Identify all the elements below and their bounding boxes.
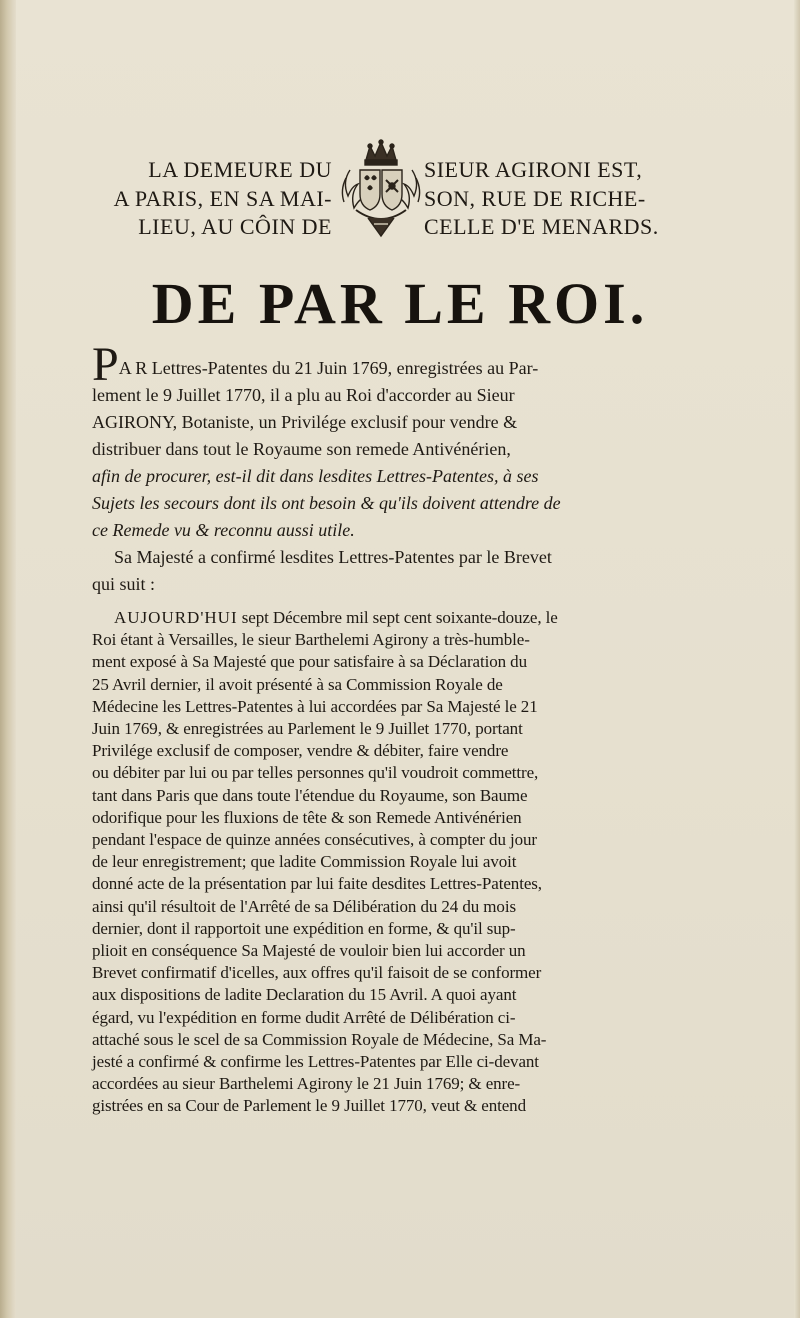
brevet-line-19: égard, vu l'expédition en forme dudit Arrêté de Délibération ci- (92, 1007, 516, 1027)
intro-line-9: qui suit : (92, 574, 156, 594)
brevet-line-18: aux dispositions de ladite Declaration du 15 Avril. A quoi ayant (92, 985, 517, 1005)
brevet-line-20: attaché sous le scel de sa Commission Royale de Médecine, Sa Ma- (92, 1029, 547, 1049)
brevet-first-word: AUJOURD'HUI (114, 608, 238, 627)
brevet-line-5: Médecine les Lettres-Patentes à lui accordées par Sa Majesté le 21 (92, 696, 538, 716)
address-right-line-1: SIEUR AGIRONI EST, (424, 157, 643, 182)
address-left-line-2: A PARIS, EN SA MAI- (113, 185, 332, 211)
brevet-line-3: ment exposé à Sa Majesté que pour satisfaire à sa Déclaration du (92, 652, 527, 672)
brevet-line-23: gistrées en sa Cour de Parlement le 9 Juillet 1770, veut & entend (92, 1096, 526, 1116)
brevet-line-9: tant dans Paris que dans toute l'étendue du Royaume, son Baume (92, 785, 528, 805)
intro-line-6: Sujets les secours dont ils ont besoin & qu'ils doivent attendre de (92, 493, 561, 513)
address-left-line-1: LA DEMEURE DU (148, 157, 332, 182)
brevet-line-21: jesté a confirmé & confirme les Lettres-Patentes par Elle ci-devant (92, 1052, 539, 1072)
intro-line-8: Sa Majesté a confirmé lesdites Lettres-Patentes par le Brevet (114, 547, 552, 567)
address-right-column (424, 156, 684, 242)
address-right-line-2: SON, RUE DE RICHE- (424, 185, 646, 211)
brevet-line-16: plioit en conséquence Sa Majesté de vouloir bien lui accorder un (92, 941, 526, 961)
intro-line-1 (92, 338, 688, 391)
intro-line-5: afin de procurer, est-il dit dans lesdites Lettres-Patentes, à ses (92, 466, 539, 486)
intro-line-2: lement le 9 Juillet 1770, il a plu au Roi d'accorder au Sieur (92, 385, 515, 405)
brevet-line-1 (92, 607, 692, 629)
brevet-line-13: donné acte de la présentation par lui faite desdites Lettres-Patentes, (92, 874, 542, 894)
brevet-line-8: ou débiter par lui ou par telles personnes qu'il voudroit commettre, (92, 763, 539, 783)
brevet-line-10: odorifique pour les fluxions de tête & son Remede Antivénérien (92, 807, 522, 827)
page-right-edge (794, 0, 800, 1318)
brevet-line-4: 25 Avril dernier, il avoit présenté à sa Commission Royale de (92, 674, 503, 694)
brevet-line-2: Roi étant à Versailles, le sieur Barthelemi Agirony a très-humble- (92, 630, 530, 650)
brevet-line-6: Juin 1769, & enregistrées au Parlement le 9 Juillet 1770, portant (92, 719, 523, 739)
intro-line-3: AGIRONY, Botaniste, un Privilége exclusif pour vendre & (92, 412, 518, 432)
page-title: DE PAR LE ROI. (151, 271, 649, 336)
intro-paragraph (92, 338, 688, 598)
drop-cap: P (92, 338, 119, 391)
brevet-line-22: accordées au sieur Barthelemi Agirony le 21 Juin 1769; & enre- (92, 1074, 521, 1094)
brevet-line-12: de leur enregistrement; que ladite Commission Royale lui avoit (92, 852, 517, 872)
brevet-line-1-text: sept Décembre mil sept cent soixante-douze, le (241, 608, 558, 627)
brevet-line-11: pendant l'espace de quinze années consécutives, à compter du jour (92, 830, 537, 850)
address-left-line-3: LIEU, AU CÔIN DE (138, 214, 332, 239)
brevet-line-15: dernier, dont il rapportoit une expédition en forme, & qu'il sup- (92, 918, 516, 938)
page-binding-edge (0, 0, 16, 1318)
intro-line-7: ce Remede vu & reconnu aussi utile. (92, 520, 355, 540)
intro-line-1-text: A R Lettres-Patentes du 21 Juin 1769, enregistrées au Par- (118, 358, 539, 378)
royal-coat-of-arms-icon (338, 138, 424, 242)
brevet-paragraph (92, 607, 692, 1118)
brevet-line-17: Brevet confirmatif d'icelles, aux offres qu'il faisoit de se conformer (92, 963, 542, 983)
intro-line-4: distribuer dans tout le Royaume son remede Antivénérien, (92, 439, 511, 459)
brevet-line-7: Privilége exclusif de composer, vendre & débiter, faire vendre (92, 741, 509, 761)
address-right-line-3: CELLE D'E MENARDS. (424, 214, 659, 239)
brevet-line-14: ainsi qu'il résultoit de l'Arrêté de sa Délibération du 24 du mois (92, 896, 516, 916)
address-left-column (100, 156, 332, 242)
